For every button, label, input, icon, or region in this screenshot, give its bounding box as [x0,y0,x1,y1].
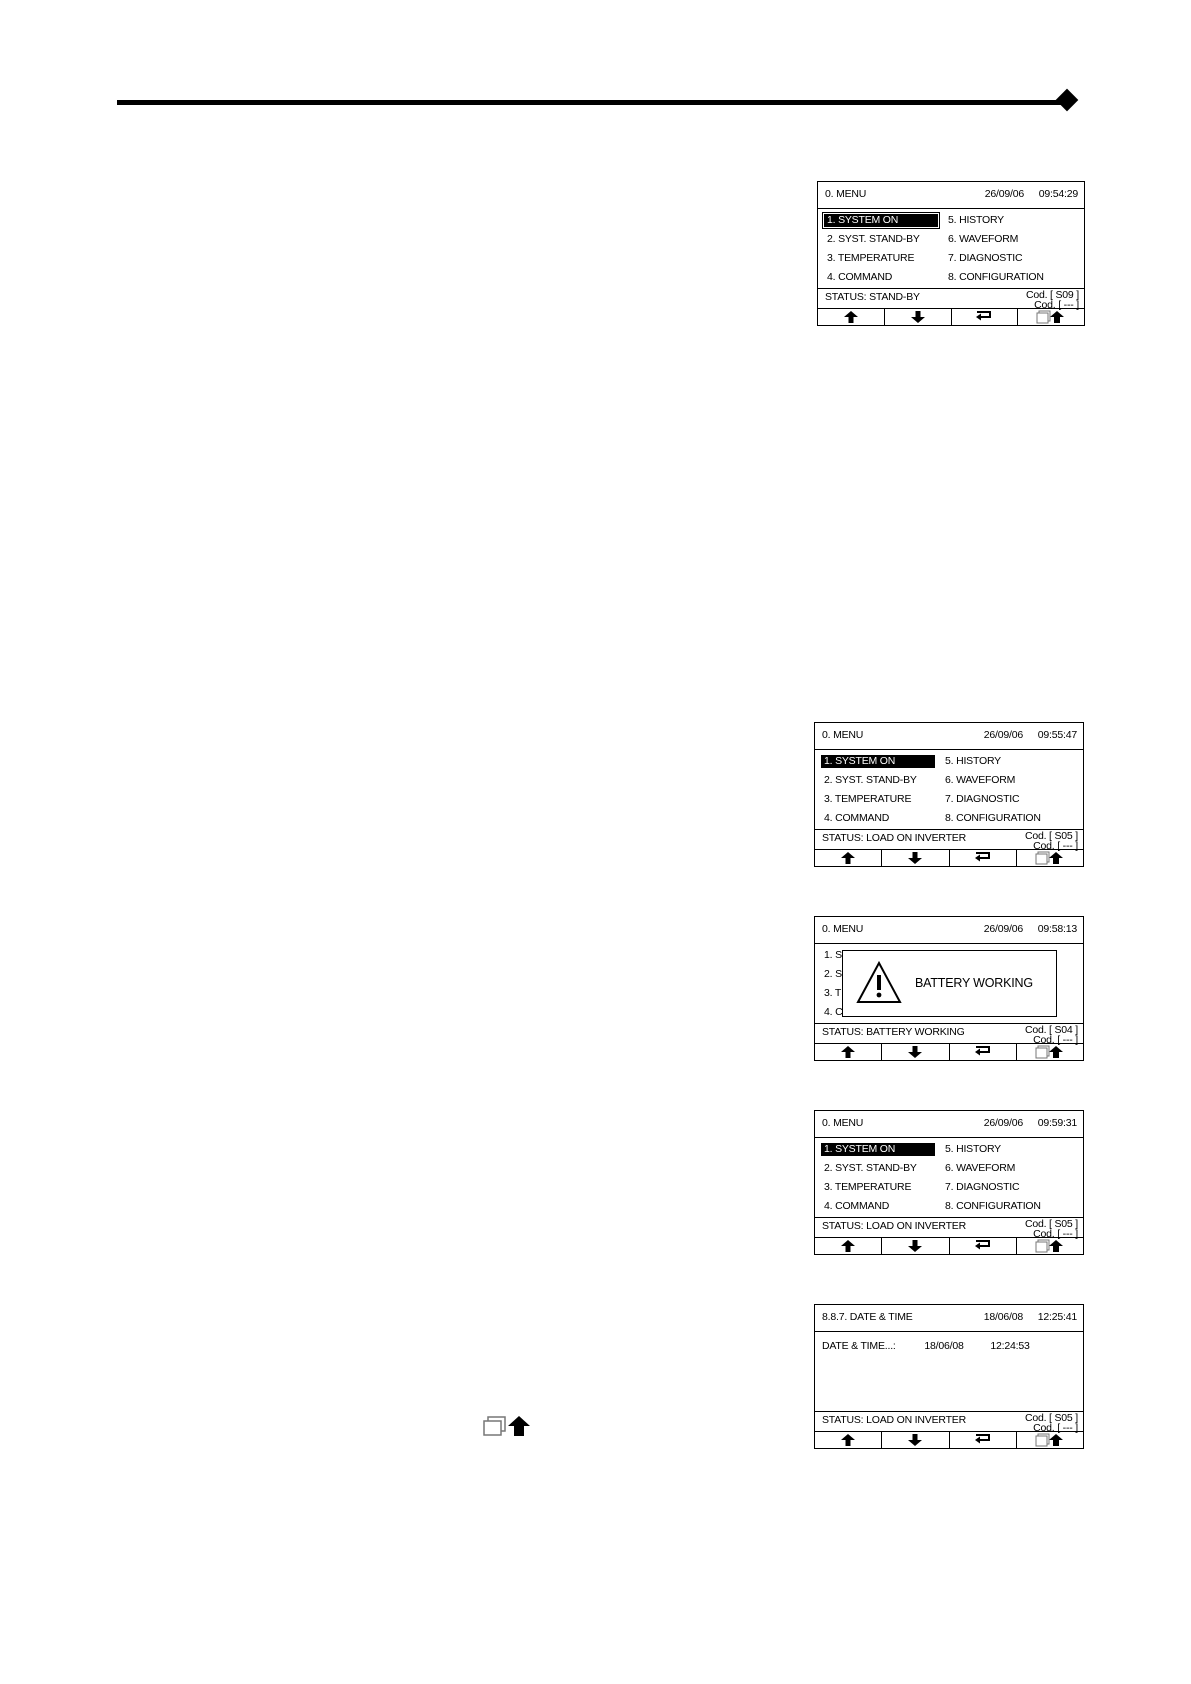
screen-title: 0. MENU [822,923,864,935]
menu-item-configuration[interactable]: 8. CONFIGURATION [948,271,1044,283]
enter-button[interactable] [950,1044,1017,1060]
status-code-2: Cod. [ --- ] [1034,299,1079,311]
softkey-bar [815,1431,1083,1448]
up-button[interactable] [815,1432,882,1448]
screen-date: 26/09/06 [983,729,1023,741]
lcd-title-bar [815,1305,1083,1332]
menu-item-syst-stand-by[interactable]: 2. SYST. STAND-BY [824,1162,917,1174]
screen-date: 18/06/08 [983,1311,1023,1323]
status-code-1: Cod. [ S05 ] [1024,830,1078,842]
enter-button[interactable] [950,1432,1017,1448]
menu-item-waveform[interactable]: 6. WAVEFORM [945,774,1016,786]
down-button[interactable] [882,1238,949,1254]
screen-title: 0. MENU [822,729,864,741]
menu-item-diagnostic[interactable]: 7. DIAGNOSTIC [945,1181,1020,1193]
menu-item-command[interactable]: 4. COMMAND [824,1200,890,1212]
field-label: DATE & TIME...: [822,1340,896,1352]
lcd-title-bar [818,182,1084,209]
menu-item-syst-stand-by[interactable]: 2. SYST. STAND-BY [827,233,920,245]
down-arrow-icon [911,311,925,323]
menu-item-partial[interactable]: 4. C [824,1006,843,1018]
menu-item-partial[interactable]: 3. T [824,987,842,999]
softkey-bar [818,308,1084,325]
back-button[interactable] [1017,1044,1083,1060]
up-arrow-icon [841,1046,855,1058]
screen-time: 09:55:47 [1037,729,1077,741]
enter-icon [975,311,993,323]
down-button[interactable] [885,309,952,325]
menu-item-system-on[interactable]: 1. SYSTEM ON [821,755,935,768]
back-icon [1035,1045,1065,1059]
alarm-popup [842,950,1057,1017]
enter-button[interactable] [950,850,1017,866]
back-icon [1035,851,1065,865]
menu-item-history[interactable]: 5. HISTORY [945,755,1001,767]
screen-time: 09:54:29 [1038,188,1078,200]
lcd-screen-menu-load-on-inverter-2 [814,1110,1084,1255]
menu-item-temperature[interactable]: 3. TEMPERATURE [824,1181,912,1193]
menu-item-system-on[interactable]: 1. SYSTEM ON [821,1143,935,1156]
status-text: STATUS: BATTERY WORKING [822,1026,965,1038]
down-arrow-icon [908,1240,922,1252]
up-button[interactable] [815,1044,882,1060]
back-icon [1035,1433,1065,1447]
back-button[interactable] [1017,850,1083,866]
lcd-title-bar [815,1111,1083,1138]
down-button[interactable] [882,1044,949,1060]
status-code-2: Cod. [ --- ] [1033,840,1078,852]
menu-item-partial[interactable]: 2. S [824,968,842,980]
back-button[interactable] [1017,1432,1083,1448]
softkey-bar [815,1237,1083,1254]
down-button[interactable] [882,1432,949,1448]
header-rule [117,100,1064,105]
lcd-screen-menu-standby [817,181,1085,326]
status-code-1: Cod. [ S04 ] [1024,1024,1078,1036]
enter-icon [974,1046,992,1058]
date-time-field[interactable] [822,1340,1030,1352]
status-text: STATUS: LOAD ON INVERTER [822,832,966,844]
lcd-screen-menu-load-on-inverter [814,722,1084,867]
enter-icon [974,1434,992,1446]
menu-item-configuration[interactable]: 8. CONFIGURATION [945,812,1041,824]
menu-item-partial[interactable]: 1. S [824,949,842,961]
status-code-2: Cod. [ --- ] [1033,1034,1078,1046]
screen-time: 09:58:13 [1037,923,1077,935]
status-text: STATUS: STAND-BY [825,291,920,303]
menu-item-temperature[interactable]: 3. TEMPERATURE [824,793,912,805]
menu-item-command[interactable]: 4. COMMAND [827,271,893,283]
back-icon [1035,1239,1065,1253]
menu-item-waveform[interactable]: 6. WAVEFORM [948,233,1019,245]
status-code-2: Cod. [ --- ] [1033,1228,1078,1240]
warning-triangle-icon [856,961,902,1005]
softkey-bar [815,849,1083,866]
popup-message: BATTERY WORKING [915,976,1033,990]
status-code-2: Cod. [ --- ] [1033,1422,1078,1434]
screen-title: 0. MENU [822,1117,864,1129]
status-text: STATUS: LOAD ON INVERTER [822,1414,966,1426]
back-button[interactable] [1018,309,1084,325]
screen-time: 12:25:41 [1037,1311,1077,1323]
screen-date: 26/09/06 [984,188,1024,200]
menu-item-history[interactable]: 5. HISTORY [945,1143,1001,1155]
down-button[interactable] [882,850,949,866]
menu-item-command[interactable]: 4. COMMAND [824,812,890,824]
screen-time: 09:59:31 [1037,1117,1077,1129]
status-code-1: Cod. [ S05 ] [1024,1412,1078,1424]
up-button[interactable] [818,309,885,325]
menu-item-syst-stand-by[interactable]: 2. SYST. STAND-BY [824,774,917,786]
enter-button[interactable] [950,1238,1017,1254]
screen-title: 0. MENU [825,188,867,200]
back-icon [482,1415,532,1437]
header-diamond-icon [1056,89,1079,112]
menu-item-configuration[interactable]: 8. CONFIGURATION [945,1200,1041,1212]
down-arrow-icon [908,1046,922,1058]
back-icon [1036,310,1066,324]
lcd-title-bar [815,917,1083,944]
enter-icon [974,852,992,864]
enter-button[interactable] [952,309,1019,325]
menu-item-system-on[interactable]: 1. SYSTEM ON [824,214,938,227]
down-arrow-icon [908,852,922,864]
field-time[interactable]: 12:24:53 [990,1340,1030,1352]
screen-title: 8.8.7. DATE & TIME [822,1311,913,1323]
menu-item-diagnostic[interactable]: 7. DIAGNOSTIC [948,252,1023,264]
status-code-1: Cod. [ S09 ] [1025,289,1079,301]
menu-item-temperature[interactable]: 3. TEMPERATURE [827,252,915,264]
status-text: STATUS: LOAD ON INVERTER [822,1220,966,1232]
status-code-1: Cod. [ S05 ] [1024,1218,1078,1230]
screen-date: 26/09/06 [983,1117,1023,1129]
lcd-title-bar [815,723,1083,750]
menu-item-history[interactable]: 5. HISTORY [948,214,1004,226]
softkey-bar [815,1043,1083,1060]
up-arrow-icon [841,852,855,864]
up-arrow-icon [844,311,858,323]
up-button[interactable] [815,1238,882,1254]
menu-item-waveform[interactable]: 6. WAVEFORM [945,1162,1016,1174]
enter-icon [974,1240,992,1252]
up-arrow-icon [841,1240,855,1252]
screen-date: 26/09/06 [983,923,1023,935]
up-button[interactable] [815,850,882,866]
menu-item-diagnostic[interactable]: 7. DIAGNOSTIC [945,793,1020,805]
lcd-screen-date-time [814,1304,1084,1449]
field-date[interactable]: 18/06/08 [924,1340,964,1352]
down-arrow-icon [908,1434,922,1446]
lcd-screen-battery-working [814,916,1084,1061]
up-arrow-icon [841,1434,855,1446]
back-button[interactable] [1017,1238,1083,1254]
